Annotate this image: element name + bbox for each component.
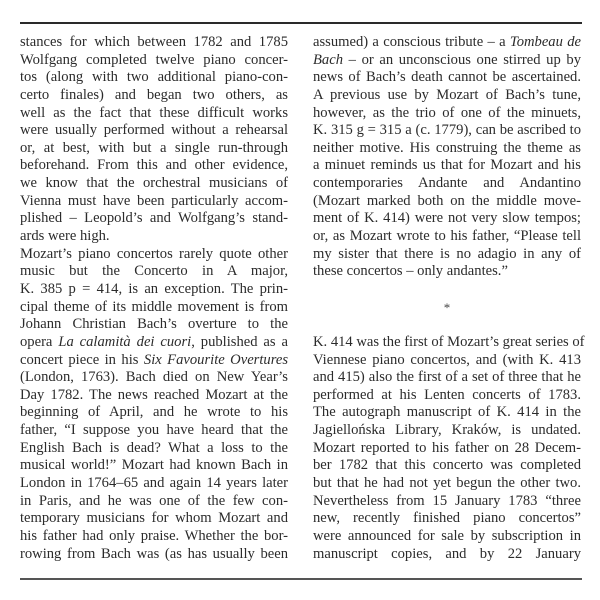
text-line: ber 1782 that this concerto was completed <box>313 457 581 474</box>
text-line: neither motive. His construing the theme as <box>313 139 581 156</box>
text-line: these concertos – only andantes.” <box>313 263 508 280</box>
text-line: however, as the trio of one of the minuets, <box>313 104 581 121</box>
text-line: Day 1782. The news reached Mozart at the <box>20 386 288 403</box>
text-line: manuscript copies, and by 22 January <box>313 545 581 562</box>
spacer <box>313 316 581 334</box>
paragraph-tribute <box>313 34 581 281</box>
spacer <box>313 281 581 299</box>
text-line: Wolfgang completed twelve piano concer- <box>20 51 288 68</box>
right-column <box>313 34 585 563</box>
text-line: Nevertheless from 15 January 1783 “three <box>313 492 581 509</box>
bottom-rule <box>20 578 582 580</box>
left-column <box>20 34 288 563</box>
text-line: father, “I suppose you have heard that the <box>20 422 288 439</box>
text-line: his father had only praise. Whether the bor- <box>20 527 288 544</box>
text-line: assumed) a conscious tribute – a Tombeau de <box>313 34 581 50</box>
italic-title: Six Favourite Overtures <box>143 351 288 368</box>
text-line: (London, 1763). Bach died on New Year’s <box>20 369 288 386</box>
text-line: new, recently finished piano concertos” <box>313 510 581 527</box>
text-line: ment of K. 414) were not very slow tempos; <box>313 210 581 227</box>
text-line: but that he had not yet begun the other two. <box>313 475 581 492</box>
text-line: concert piece in his Six Favourite Overtures <box>20 351 288 368</box>
text-line: we know that the orchestral musicians of <box>20 175 288 192</box>
text-line: music but the Concerto in A major, <box>20 263 288 280</box>
text-line: rowing from Bach was (as has usually been <box>20 545 288 562</box>
text-line: or, at best, with but a single run-through <box>20 139 288 156</box>
italic-title: Bach <box>313 51 343 68</box>
text-line: London in 1764–65 and again 14 years later <box>20 475 288 492</box>
text-line: A previous use by Mozart of Bach’s tune, <box>313 86 581 103</box>
text-line: in Paris, and he was one of the few con- <box>20 492 288 509</box>
text-line: Jagiellońska Library, Kraków, is undated. <box>313 422 581 439</box>
text-line: ards were high. <box>20 228 110 245</box>
text-line: stances for which between 1782 and 1785 <box>20 34 288 50</box>
text-line: well as the fact that these difficult works <box>20 104 288 121</box>
text-line: tos (along with two additional piano-con- <box>20 69 288 86</box>
text-line: contemporaries Andante and Andantino <box>313 175 581 192</box>
text-line: news of Bach’s death cannot be ascertained. <box>313 69 581 86</box>
paragraph-k414-series <box>313 333 585 563</box>
text-line: and 415) also the first of a set of three that he <box>313 369 581 386</box>
text-line: my sister that there is no adagio in any of <box>313 245 581 262</box>
text-line: Viennese piano concertos, and (with K. 413 <box>313 351 581 368</box>
text-line: Johann Christian Bach’s overture to the <box>20 316 288 333</box>
text-line: Vienna must have been particularly accom- <box>20 192 288 209</box>
text-line: beforehand. From this and other evidence, <box>20 157 288 174</box>
text-line: K. 385 p = 414, is an exception. The prin- <box>20 280 288 297</box>
text-line: cipal theme of its middle movement is from <box>20 298 288 315</box>
text-line: K. 414 was the first of Mozart’s great series of <box>313 333 585 350</box>
text-line: performed at his Lenten concerts of 1783. <box>313 386 581 403</box>
text-line: Bach – or an unconscious one stirred up by <box>313 51 581 68</box>
text-line: plished – Leopold’s and Wolfgang’s stand- <box>20 210 288 227</box>
text-line: beginning of April, and he wrote to his <box>20 404 288 421</box>
text-line: a minuet reminds us that for Mozart and his <box>313 157 581 174</box>
italic-title: La calamità dei cuori <box>58 333 192 350</box>
text-line: certo finales) and began two others, as <box>20 86 288 103</box>
top-rule <box>20 22 582 24</box>
text-line: K. 315 g = 315 a (c. 1779), can be ascribed to <box>313 122 581 139</box>
text-line: opera La calamità dei cuori, published as a <box>20 333 288 350</box>
text-line: or, as Mozart wrote to his father, “Please tell <box>313 228 581 245</box>
section-break-asterisk: * <box>443 299 451 315</box>
italic-title: Tombeau de <box>509 34 581 50</box>
text-line: Mozart’s piano concertos rarely quote other <box>20 245 288 262</box>
text-line: were usually performed without a rehearsal <box>20 122 288 139</box>
text-line: Mozart reported to his father on 28 Decem- <box>313 439 581 456</box>
text-line: temporary musicians for whom Mozart and <box>20 510 288 527</box>
text-line: English Bach is dead? What a loss to the <box>20 439 288 456</box>
text-line: The autograph manuscript of K. 414 in the <box>313 404 581 421</box>
text-line: (Mozart marked both on the middle move- <box>313 192 581 209</box>
text-line: musical world!” Mozart had known Bach in <box>20 457 288 474</box>
text-line: were announced for sale by subscription in <box>313 527 581 544</box>
